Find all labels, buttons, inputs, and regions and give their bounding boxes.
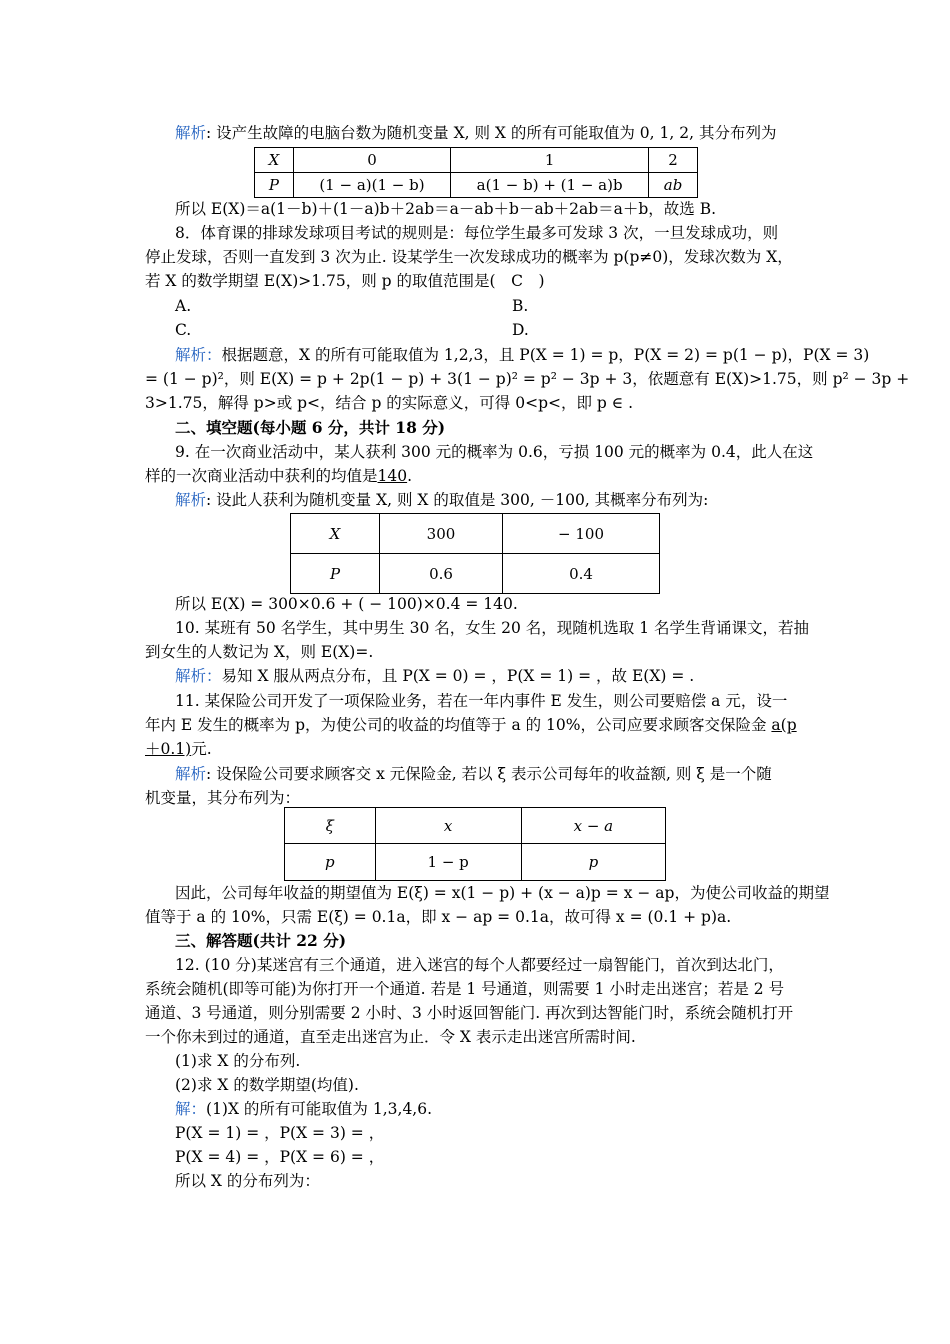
question-12-part-1: (1)求 X 的分布列. [175,1052,301,1070]
solution-text: 易知 X 服从两点分布，且 P(X = 0) = ，P(X = 1) = ，故 E(X) = . [221,667,695,685]
table-cell: 0 [293,148,450,173]
option-d: D. [512,321,529,339]
table-cell: p [285,844,376,881]
answer-blank: ＋0.1) [145,740,192,758]
solution-8-line [175,343,870,367]
solution-11-line: 因此，公司每年收益的期望值为 E(ξ) = x(1 − p) + (x − a)p = x − ap，为使公司收益的期望 [175,884,830,902]
question-8-line: 8．体育课的排球发球项目考试的规则是：每位学生最多可发球 3 次，一旦发球成功，则 [175,224,779,242]
table-cell: 0.4 [503,554,660,594]
question-10-line: 10. 某班有 50 名学生，其中男生 30 名，女生 20 名，现随机选取 1 名学生背诵课文，若抽 [175,619,810,637]
question-text: 元. [191,740,212,758]
question-text: 样的一次商业活动中获利的均值是 [145,467,378,485]
solution-text: : 设产生故障的电脑台数为随机变量 X, 则 X 的所有可能取值为 0, 1, 2, 其分布列为 [206,124,777,142]
solution-8-line: 3>1.75，解得 p>或 p<，结合 p 的实际意义，可得 0<p<，即 p ∈ . [145,394,634,412]
solution-label: 解： [175,1100,207,1118]
solution-9-conclusion: 所以 E(X) = 300×0.6 + ( − 100)×0.4 = 140. [175,595,518,613]
question-12-part-2: (2)求 X 的数学期望(均值). [175,1076,359,1094]
table-cell: (1 − a)(1 − b) [293,173,450,198]
section-heading-3: 三、解答题(共计 22 分) [175,931,347,950]
question-11-line: 11. 某保险公司开发了一项保险业务，若在一年内事件 E 发生，则公司要赔偿 a 元，设一 [175,692,788,710]
solution-11-line: 机变量，其分布列为： [145,789,301,807]
question-12-line: 系统会随机(即等可能)为你打开一个通道. 若是 1 号通道，则需要 1 小时走出迷宫；若是 2 号 [145,980,785,998]
solution-7-intro [175,121,837,145]
solution-label: 解析 [175,765,207,783]
distribution-table-2 [290,513,660,594]
question-text: 年内 E 发生的概率为 p，为使公司的收益的均值等于 a 的 10%，公司应要求顾客交保险金 [145,716,772,734]
solution-text: : 设保险公司要求顾客交 x 元保险金, 若以 ξ 表示公司每年的收益额, 则 ξ 是一个随 [206,765,772,783]
solution-text: (1)X 的所有可能取值为 1,3,4,6. [206,1100,433,1118]
table-cell: − 100 [503,514,660,554]
question-11-line [145,713,807,737]
table-cell: x [375,808,521,844]
solution-text: 根据题意，X 的所有可能取值为 1,2,3，且 P(X = 1) = p，P(X = 2) = p(1 − p)，P(X = 3) [221,346,870,364]
solution-label: 解析 [175,124,207,142]
question-12-line: 12. (10 分)某迷宫有三个通道，进入迷宫的每个人都要经过一扇智能门，首次到达北门， [175,956,784,974]
solution-7-conclusion: 所以 E(X)＝a(1－b)＋(1－a)b＋2ab＝a－ab＋b－ab＋2ab＝a＋b，故选 B. [175,200,717,218]
table-cell: X [291,514,380,554]
solution-label: 解析： [175,667,222,685]
table-cell: a(1 − b) + (1 − a)b [451,173,649,198]
solution-label: 解析 [175,491,207,509]
table-cell: P [291,554,380,594]
solution-11-line [175,762,837,786]
answer-blank: a(p [771,716,797,734]
solution-12-line: P(X = 1) = ，P(X = 3) = ， [175,1124,385,1142]
question-12-line: 通道、3 号通道，则分别需要 2 小时、3 小时返回智能门. 再次到达智能门时，系统会随机打开 [145,1004,794,1022]
answer-blank: 140 [377,467,408,485]
solution-12-line [175,1097,837,1121]
table-cell: 1 [451,148,649,173]
table-cell: p [521,844,665,881]
table-cell: X [255,148,294,173]
table-cell: ab [649,173,698,198]
solution-text: : 设此人获利为随机变量 X, 则 X 的取值是 300, －100, 其概率分布列为: [206,491,709,509]
question-9-line [145,464,807,488]
section-heading-2: 二、填空题(每小题 6 分，共计 18 分) [175,418,446,437]
question-11-line [145,737,807,761]
question-12-line: 一个你未到过的通道，直至走出迷宫为止．令 X 表示走出迷宫所需时间. [145,1028,636,1046]
option-b: B. [512,297,529,315]
solution-12-line: P(X = 4) = ，P(X = 6) = ， [175,1148,385,1166]
table-cell: 2 [649,148,698,173]
option-a: A. [175,297,192,315]
solution-label: 解析： [175,346,222,364]
table-cell: x − a [521,808,665,844]
table-cell: 1 − p [375,844,521,881]
option-c: C. [175,321,192,339]
solution-12-line: 所以 X 的分布列为： [175,1172,320,1190]
solution-10-line [175,664,837,688]
question-8-line: 停止发球，否则一直发到 3 次为止. 设某学生一次发球成功的概率为 p(p≠0)，发球次数为 X， [145,248,793,266]
distribution-table-1 [254,147,698,198]
question-10-line: 到女生的人数记为 X，则 E(X)=. [145,643,374,661]
question-text: . [407,467,413,485]
table-cell: P [255,173,294,198]
solution-8-line: = (1 − p)²，则 E(X) = p + 2p(1 − p) + 3(1 − p)² = p² − 3p + 3，依题意有 E(X)>1.75，则 p² − 3p + [145,370,910,388]
table-cell: ξ [285,808,376,844]
solution-11-line: 值等于 a 的 10%，只需 E(ξ) = 0.1a，即 x − ap = 0.1a，故可得 x = (0.1 + p)a. [145,908,732,926]
table-cell: 300 [380,514,503,554]
table-cell: 0.6 [380,554,503,594]
question-9-line: 9. 在一次商业活动中，某人获利 300 元的概率为 0.6，亏损 100 元的概率为 0.4，此人在这 [175,443,814,461]
distribution-table-3 [284,807,666,881]
solution-9-intro [175,488,837,512]
question-8-line: 若 X 的数学期望 E(X)>1.75，则 p 的取值范围是( C ) [145,272,545,290]
